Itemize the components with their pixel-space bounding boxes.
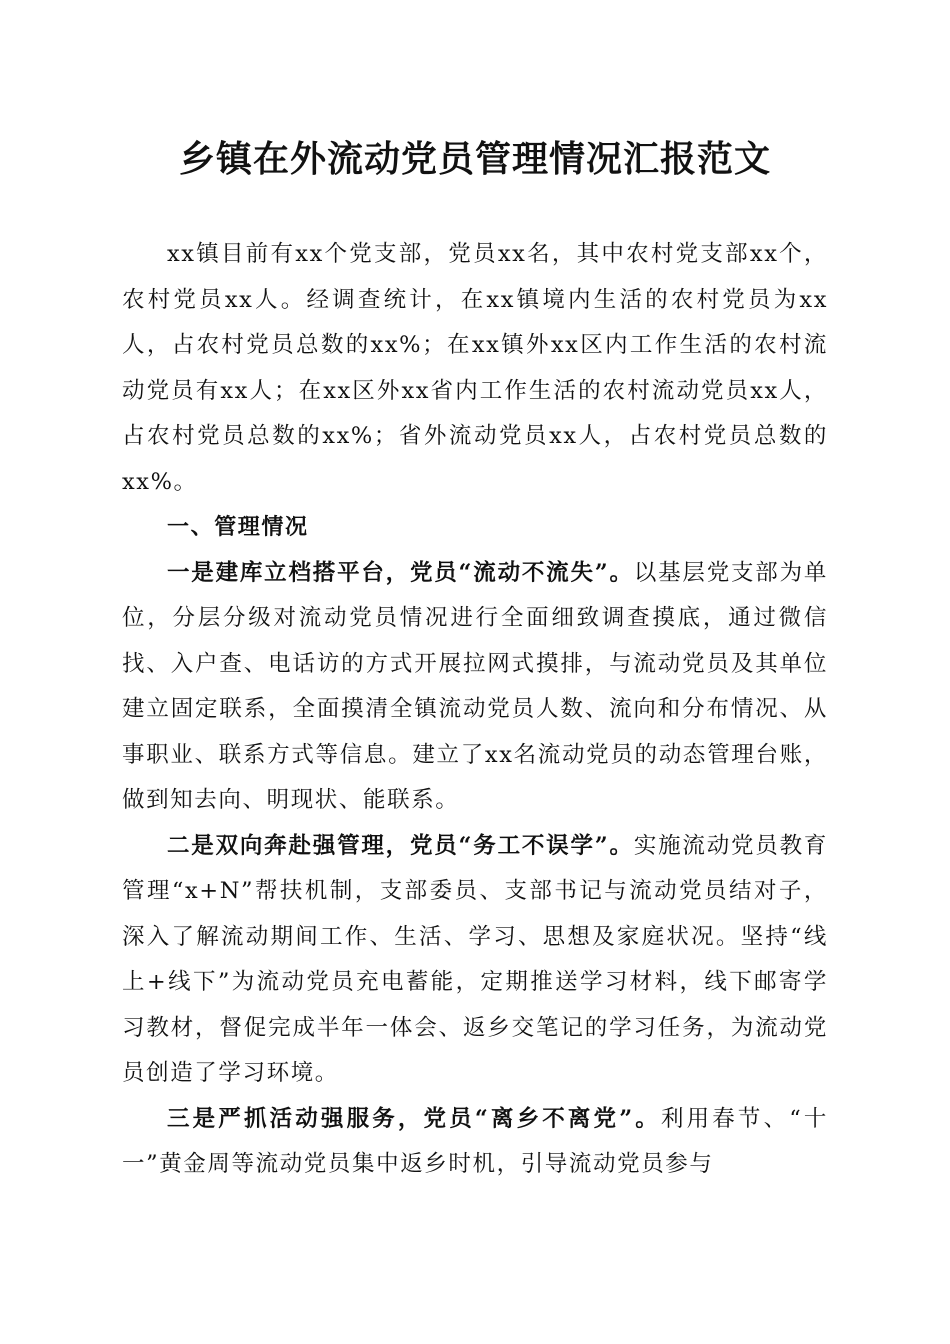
paragraph-2: [122, 824, 828, 1097]
section-heading-text: 一、管理情况: [167, 515, 309, 540]
section-heading-management: [122, 505, 828, 551]
intro-paragraph: xx镇目前有xx个党支部，党员xx名，其中农村党支部xx个，农村党员xx人。经调查统计，在xx镇境内生活的农村党员为xx人，占农村党员总数的xx%；在xx镇外xx区内工作生活的农村流动党员有xx人；在xx区外xx省内工作生活的农村流动党员xx人，占农村党员总数的xx%；省外流动党员xx人，占农村党员总数的xx%。: [122, 241, 828, 495]
paragraph-3-lead: 三是严抓活动强服务，党员“离乡不离党”。: [167, 1105, 661, 1132]
paragraph-2-lead: 二是双向奔赴强管理，党员“务工不误学”。: [167, 832, 634, 859]
document-body: [122, 232, 828, 1188]
paragraph-1-lead: 一是建库立档搭平台，党员“流动不流失”。: [167, 559, 634, 586]
paragraph-3: [122, 1097, 828, 1188]
paragraph-2-text: 实施流动党员教育管理“x+N”帮扶机制，支部委员、支部书记与流动党员结对子，深入了解流动期间工作、生活、学习、思想及家庭状况。坚持“线上+线下”为流动党员充电蓄能，定期推送学习材料，线下邮寄学习教材，督促完成半年一体会、返乡交笔记的学习任务，为流动党员创造了学习环境。: [122, 832, 828, 1086]
document-title: 乡镇在外流动党员管理情况汇报范文: [178, 138, 771, 180]
paragraph-1-text: 以基层党支部为单位，分层分级对流动党员情况进行全面细致调查摸底，通过微信找、入户查、电话访的方式开展拉网式摸排，与流动党员及其单位建立固定联系，全面摸清全镇流动党员人数、流向和分布情况、从事职业、联系方式等信息。建立了xx名流动党员的动态管理台账，做到知去向、明现状、能联系。: [122, 559, 828, 813]
paragraph-3-text: 利用春节、“十一”黄金周等流动党员集中返乡时机，引导流动党员参与: [122, 1105, 828, 1177]
paragraph-1: [122, 551, 828, 824]
